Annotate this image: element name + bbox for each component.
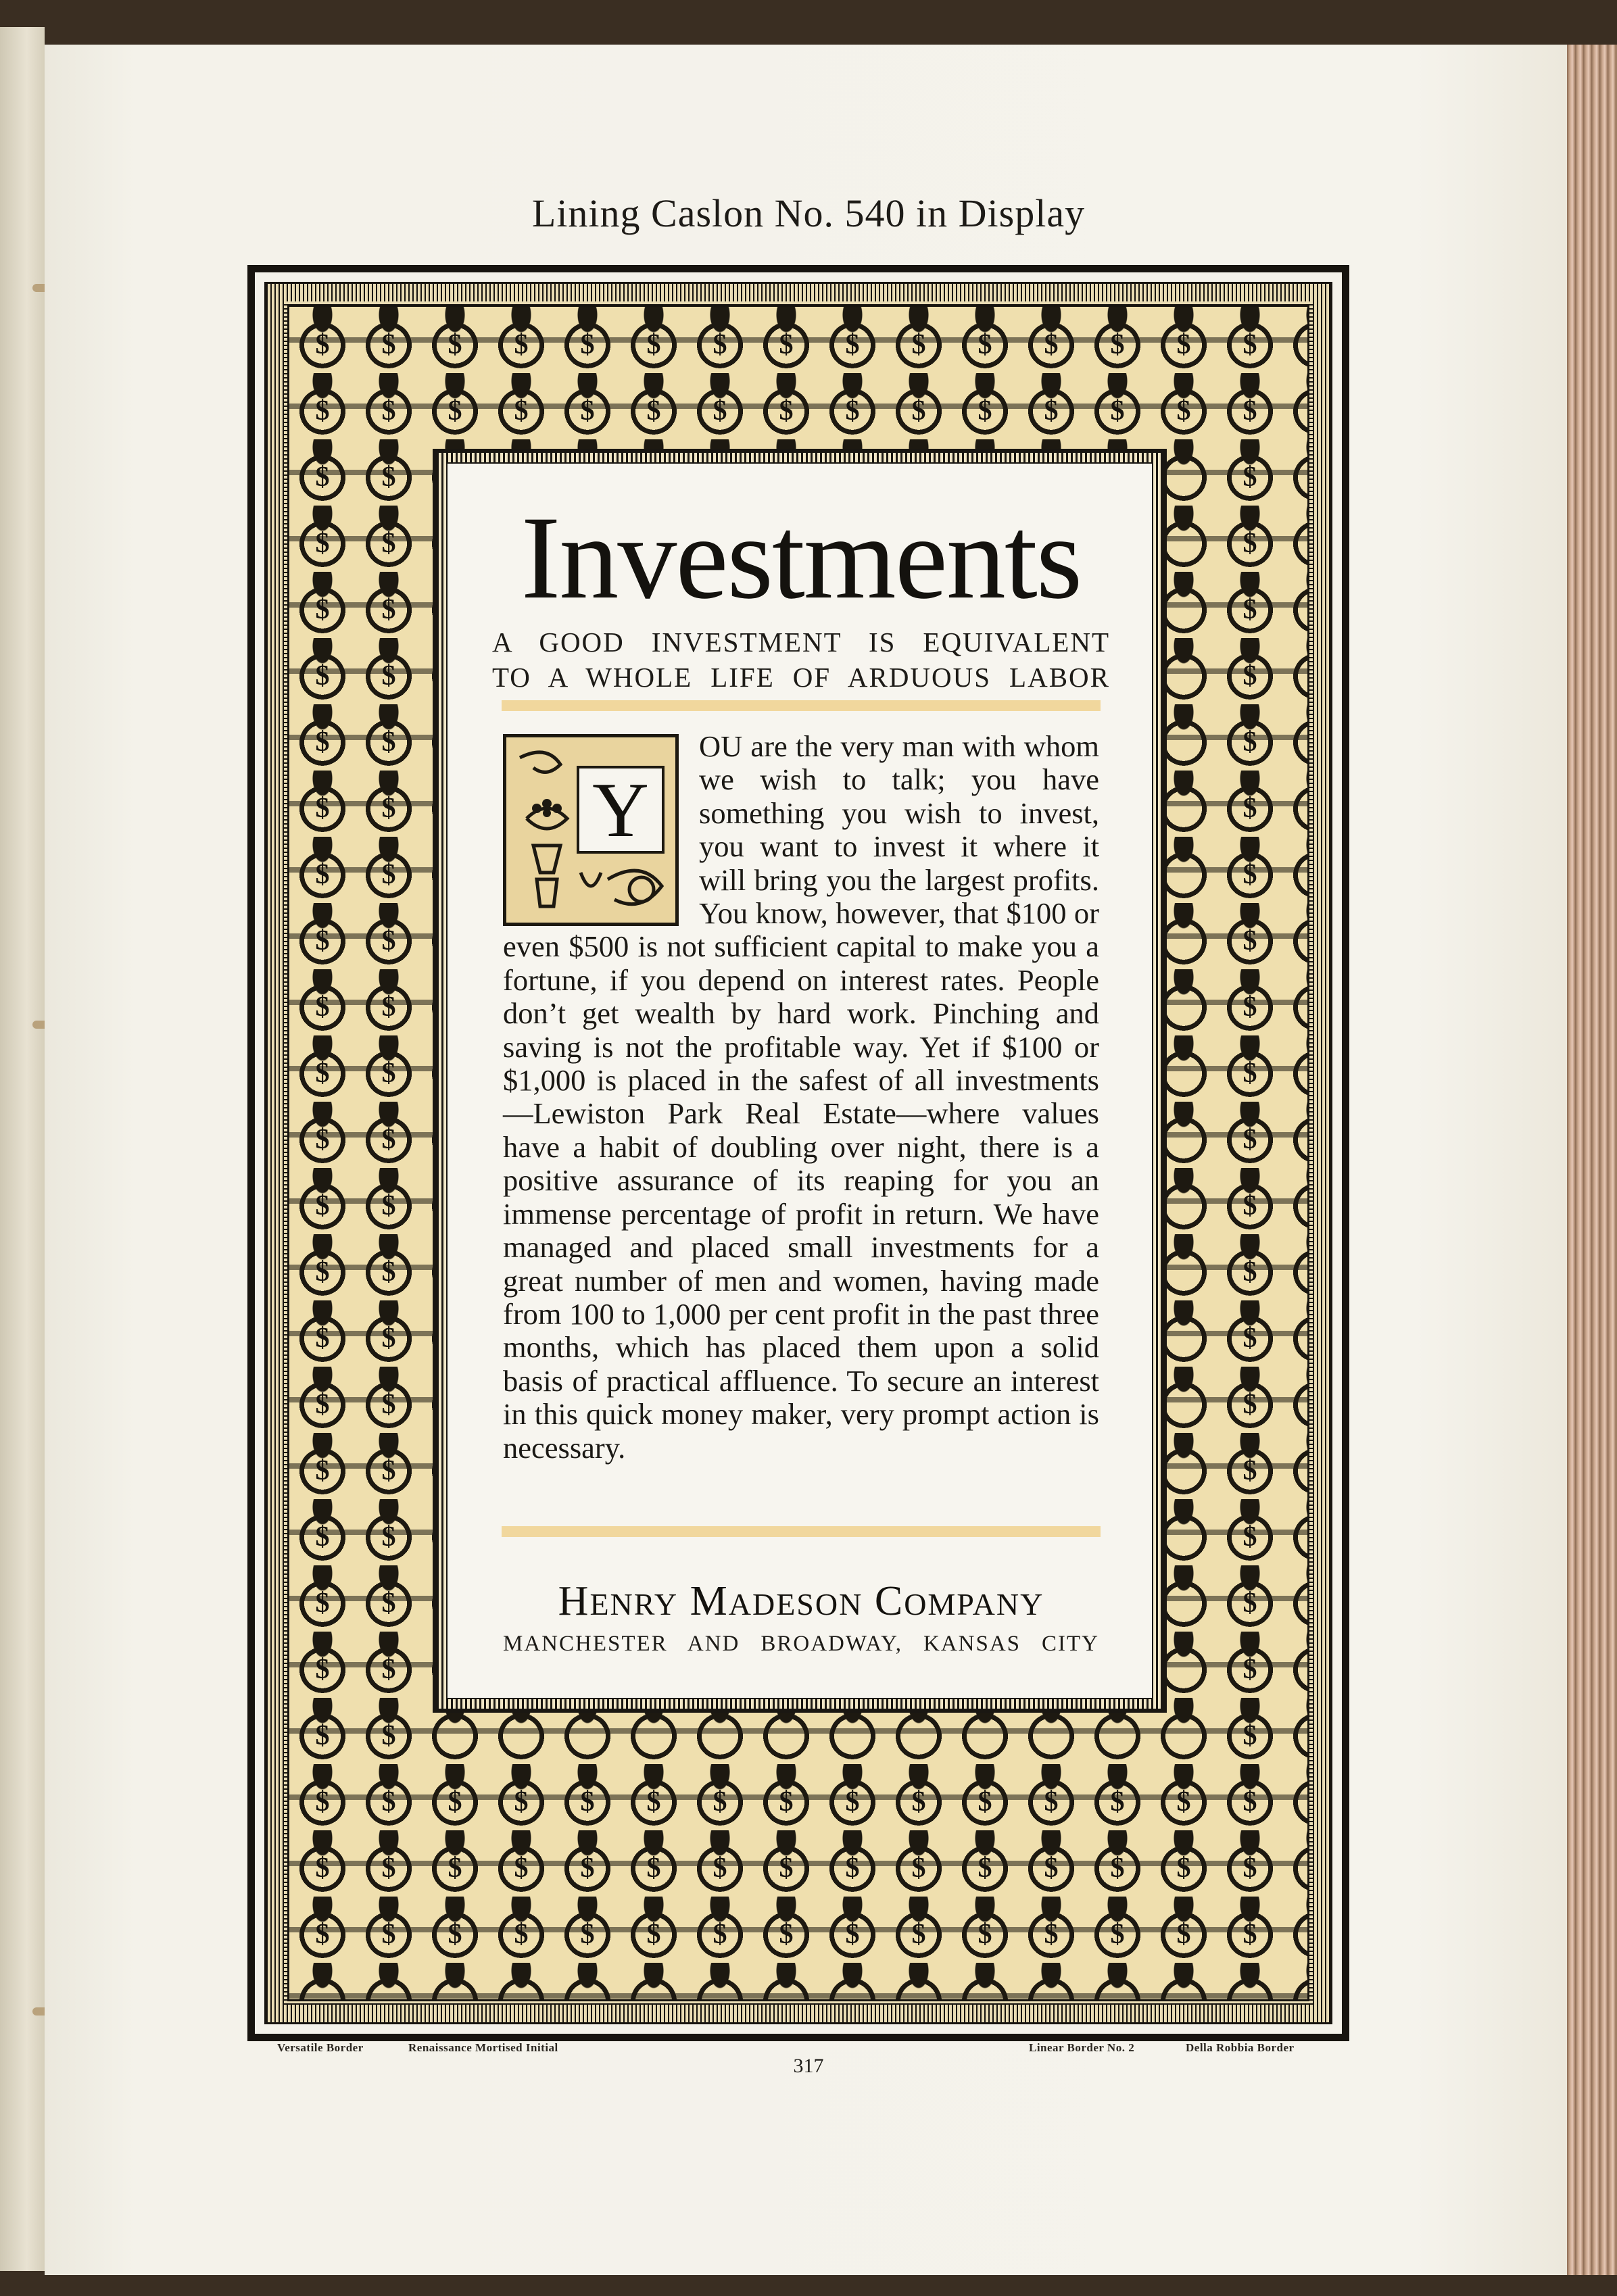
dollar-sign-icon: $ [1242, 660, 1257, 691]
dollar-sign-icon: $ [448, 1853, 462, 1884]
dollar-sign-icon: $ [1044, 1786, 1059, 1817]
company-smallcaps: ADESON [728, 1587, 863, 1621]
dollar-sign-icon: $ [315, 1124, 330, 1155]
dollar-sign-icon: $ [580, 329, 595, 360]
dollar-sign-icon: $ [713, 329, 727, 360]
dollar-sign-icon: $ [381, 462, 396, 493]
dollar-sign-icon: $ [315, 1058, 330, 1089]
dollar-sign-icon: $ [1242, 329, 1257, 360]
dollar-sign-icon: $ [381, 1720, 396, 1751]
dollar-sign-icon: $ [1176, 395, 1191, 426]
dollar-sign-icon: $ [381, 1124, 396, 1155]
dollar-sign-icon: $ [1044, 1919, 1059, 1950]
dollar-sign-icon: $ [1242, 859, 1257, 890]
dollar-sign-icon: $ [514, 329, 529, 360]
dollar-sign-icon: $ [779, 329, 794, 360]
dollar-sign-icon: $ [514, 1919, 529, 1950]
dollar-sign-icon: $ [381, 1323, 396, 1354]
dollar-sign-icon: $ [381, 859, 396, 890]
dollar-sign-icon: $ [845, 1786, 860, 1817]
company-cap: C [874, 1578, 904, 1624]
dollar-sign-icon: $ [1242, 1919, 1257, 1950]
dollar-sign-icon: $ [845, 395, 860, 426]
dollar-sign-icon: $ [1242, 1588, 1257, 1619]
dollar-sign-icon: $ [978, 1919, 992, 1950]
dollar-sign-icon: $ [381, 1455, 396, 1486]
dollar-sign-icon: $ [1176, 329, 1191, 360]
dollar-sign-icon: $ [315, 395, 330, 426]
dollar-sign-icon: $ [779, 1919, 794, 1950]
dollar-sign-icon: $ [911, 1786, 926, 1817]
dollar-sign-icon: $ [1242, 1124, 1257, 1155]
dollar-sign-icon: $ [978, 1786, 992, 1817]
dollar-sign-icon: $ [911, 395, 926, 426]
subhead-line: A GOOD INVESTMENT IS EQUIVALENT [492, 627, 1110, 658]
dollar-sign-icon: $ [381, 1654, 396, 1685]
dollar-sign-icon: $ [315, 727, 330, 758]
dollar-sign-icon: $ [779, 1853, 794, 1884]
caption-della-robbia-border: Della Robbia Border [1186, 2041, 1295, 2054]
initial-letter: Y [577, 766, 665, 854]
dollar-sign-icon: $ [1242, 594, 1257, 625]
dollar-sign-icon: $ [1242, 1786, 1257, 1817]
dollar-sign-icon: $ [845, 329, 860, 360]
company-address: MANCHESTER AND BROADWAY, KANSAS CITY [503, 1632, 1099, 1656]
dollar-sign-icon: $ [381, 1919, 396, 1950]
dollar-sign-icon: $ [646, 329, 661, 360]
dollar-sign-icon: $ [646, 1786, 661, 1817]
dollar-sign-icon: $ [448, 329, 462, 360]
dollar-sign-icon: $ [1110, 1919, 1125, 1950]
dollar-sign-icon: $ [514, 1786, 529, 1817]
dollar-sign-icon: $ [1242, 1455, 1257, 1486]
dollar-sign-icon: $ [713, 1919, 727, 1950]
subhead-line: TO A WHOLE LIFE OF ARDUOUS LABOR [492, 662, 1110, 693]
dollar-sign-icon: $ [381, 1521, 396, 1553]
dollar-sign-icon: $ [315, 1919, 330, 1950]
caption-versatile-border: Versatile Border [277, 2041, 364, 2054]
dollar-sign-icon: $ [713, 1786, 727, 1817]
dollar-sign-icon: $ [1242, 925, 1257, 956]
dollar-sign-icon: $ [1044, 329, 1059, 360]
dollar-sign-icon: $ [381, 1256, 396, 1288]
dollar-sign-icon: $ [381, 1786, 396, 1817]
dollar-sign-icon: $ [381, 1853, 396, 1884]
dollar-sign-icon: $ [646, 1919, 661, 1950]
dollar-sign-icon: $ [1242, 528, 1257, 559]
dollar-sign-icon: $ [315, 1389, 330, 1420]
dollar-sign-icon: $ [315, 1323, 330, 1354]
dollar-sign-icon: $ [514, 1853, 529, 1884]
dollar-sign-icon: $ [1176, 1853, 1191, 1884]
dollar-sign-icon: $ [315, 594, 330, 625]
dollar-sign-icon: $ [1044, 1853, 1059, 1884]
dollar-sign-icon: $ [381, 1190, 396, 1221]
dollar-sign-icon: $ [381, 793, 396, 824]
dollar-sign-icon: $ [315, 925, 330, 956]
dollar-sign-icon: $ [1110, 329, 1125, 360]
dollar-sign-icon: $ [448, 1919, 462, 1950]
running-head: Lining Caslon No. 540 in Display [531, 191, 1086, 235]
dollar-sign-icon: $ [315, 859, 330, 890]
company-smallcaps: OMPANY [904, 1587, 1044, 1621]
dollar-sign-icon: $ [315, 1786, 330, 1817]
bottom-tan-rule [502, 1526, 1101, 1537]
left-page-edge [0, 27, 45, 2271]
dollar-sign-icon: $ [315, 462, 330, 493]
dollar-sign-icon: $ [779, 1786, 794, 1817]
dollar-sign-icon: $ [1176, 1786, 1191, 1817]
dollar-sign-icon: $ [315, 1256, 330, 1288]
dollar-sign-icon: $ [448, 395, 462, 426]
dollar-sign-icon: $ [1242, 1521, 1257, 1553]
dollar-sign-icon: $ [381, 528, 396, 559]
right-page-edge [1567, 45, 1617, 2275]
dollar-sign-icon: $ [1242, 1256, 1257, 1288]
dollar-sign-icon: $ [1176, 1919, 1191, 1950]
dollar-sign-icon: $ [1242, 1058, 1257, 1089]
dollar-sign-icon: $ [580, 1853, 595, 1884]
dollar-sign-icon: $ [381, 1389, 396, 1420]
dollar-sign-icon: $ [315, 1455, 330, 1486]
dollar-sign-icon: $ [1242, 793, 1257, 824]
dollar-sign-icon: $ [1242, 1190, 1257, 1221]
dollar-sign-icon: $ [1242, 395, 1257, 426]
dollar-sign-icon: $ [1242, 1654, 1257, 1685]
mortised-initial [503, 734, 679, 926]
dollar-sign-icon: $ [646, 1853, 661, 1884]
dollar-sign-icon: $ [911, 1853, 926, 1884]
company-smallcaps: ENRY [589, 1587, 679, 1621]
dollar-sign-icon: $ [1242, 462, 1257, 493]
dollar-sign-icon: $ [1044, 395, 1059, 426]
dollar-sign-icon: $ [1242, 1389, 1257, 1420]
dollar-sign-icon: $ [315, 1654, 330, 1685]
dollar-sign-icon: $ [315, 793, 330, 824]
dollar-sign-icon: $ [381, 329, 396, 360]
dollar-sign-icon: $ [315, 1521, 330, 1553]
company-cap: M [690, 1578, 729, 1624]
headline: Investments [521, 492, 1082, 624]
dollar-sign-icon: $ [845, 1919, 860, 1950]
dollar-sign-icon: $ [1242, 727, 1257, 758]
dollar-sign-icon: $ [381, 1588, 396, 1619]
dollar-sign-icon: $ [315, 660, 330, 691]
dollar-sign-icon: $ [1242, 992, 1257, 1023]
dollar-sign-icon: $ [1242, 1853, 1257, 1884]
dollar-sign-icon: $ [713, 1853, 727, 1884]
dollar-sign-icon: $ [779, 395, 794, 426]
dollar-sign-icon: $ [978, 329, 992, 360]
body-text: OU are the very man with whom we wish to talk; you have something you wish to invest, you want to invest it where it will bring you the largest profits. You know, however, that $100 or even $500 is not sufficient capital to make you a fortune, if you depend on interest rates. People don’t get wealth by hard work. Pinching and saving is not the profitable way. Yet if $100 or $1,000 is placed in the safest of all investments—Lewiston Park Real Estate—where values have a habit of doubling over night, there is a positive assurance of its reaping for you an immense percentage of profit in return. We have managed and placed small investments for a great number of men and women, having made from 100 to 1,000 per cent profit in the past three months, which has placed them upon a solid basis of practical affluence. To secure an interest in this quick money maker, very prompt action is necessary. [503, 729, 1099, 1465]
dollar-sign-icon: $ [978, 1853, 992, 1884]
dollar-sign-icon: $ [315, 992, 330, 1023]
subhead [492, 625, 1110, 695]
dollar-sign-icon: $ [381, 727, 396, 758]
dollar-sign-icon: $ [315, 1853, 330, 1884]
dollar-sign-icon: $ [1110, 395, 1125, 426]
dollar-sign-icon: $ [315, 1588, 330, 1619]
dollar-sign-icon: $ [845, 1853, 860, 1884]
dollar-sign-icon: $ [315, 1720, 330, 1751]
dollar-sign-icon: $ [448, 1786, 462, 1817]
dollar-sign-icon: $ [381, 925, 396, 956]
dollar-sign-icon: $ [646, 395, 661, 426]
dollar-sign-icon: $ [580, 1786, 595, 1817]
company-name [448, 1578, 1155, 1626]
dollar-sign-icon: $ [381, 395, 396, 426]
page-number: 317 [793, 2055, 824, 2077]
dollar-sign-icon: $ [381, 660, 396, 691]
caption-linear-border: Linear Border No. 2 [1029, 2041, 1135, 2054]
dollar-sign-icon: $ [713, 395, 727, 426]
top-tan-rule [502, 700, 1101, 711]
dollar-sign-icon: $ [315, 528, 330, 559]
dollar-sign-icon: $ [381, 1058, 396, 1089]
dollar-sign-icon: $ [381, 594, 396, 625]
caption-renaissance-initial: Renaissance Mortised Initial [408, 2041, 558, 2054]
dollar-sign-icon: $ [1110, 1786, 1125, 1817]
dollar-sign-icon: $ [911, 329, 926, 360]
dollar-sign-icon: $ [1242, 1323, 1257, 1354]
dollar-sign-icon: $ [514, 395, 529, 426]
dollar-sign-icon: $ [315, 329, 330, 360]
dollar-sign-icon: $ [1242, 1720, 1257, 1751]
dollar-sign-icon: $ [381, 992, 396, 1023]
dollar-sign-icon: $ [1110, 1853, 1125, 1884]
dollar-sign-icon: $ [978, 395, 992, 426]
advertisement-panel [446, 462, 1153, 1699]
dollar-sign-icon: $ [911, 1919, 926, 1950]
dollar-sign-icon: $ [580, 395, 595, 426]
company-cap: H [558, 1578, 590, 1624]
dollar-sign-icon: $ [315, 1190, 330, 1221]
dollar-sign-icon: $ [580, 1919, 595, 1950]
